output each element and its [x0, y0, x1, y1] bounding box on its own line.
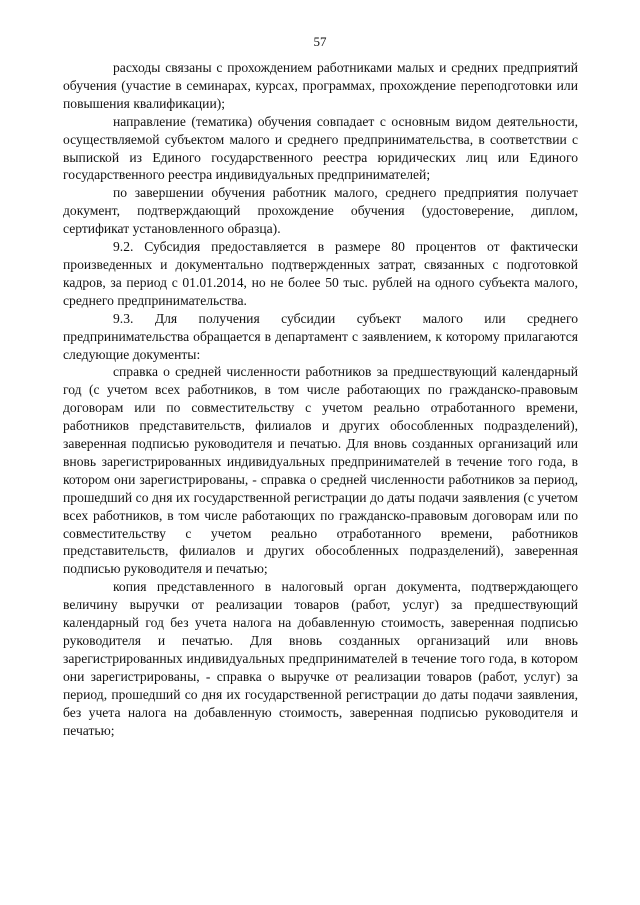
document-body [63, 59, 578, 739]
page-number: 57 [313, 34, 327, 49]
paragraph-required-documents: 9.3. Для получения субсидии субъект малого или среднего предпринимательства обращается в департамент с заявлением, к которому прилагаются следующие документы: [63, 310, 578, 362]
paragraph-training-completion: по завершении обучения работник малого, среднего предприятия получает документ, подтверждающий прохождение обучения (удостоверение, диплом, сертификат установленного образца). [63, 185, 578, 237]
paragraph-employee-count-certificate: справка о средней численности работников за предшествующий календарный год (с учетом всех работников, в том числе работающих по гражданско-правовым договорам или по совместительству с учетом реально отработанного времени, работников представительств, филиалов и других обособленных подразделений), заверенная подписью руководителя и печатью. Для вновь созданных организаций или вновь зарегистрированных индивидуальных предпринимателей в течение того года, в котором они зарегистрированы, - справка о средней численности работников за период, прошедший со дня их государственной регистрации до даты подачи заявления (с учетом всех работников, в том числе работающих по гражданско-правовым договорам или по совместительству с учетом реально отработанного времени, работников представительств, филиалов и других обособленных подразделений), заверенная подписью руководителя и печатью; [63, 364, 578, 577]
paragraph-training-direction: направление (тематика) обучения совпадает с основным видом деятельности, осуществляемой субъектом малого и среднего предпринимательства, в соответствии с выпиской из Единого государственного реестра юридических лиц или Единого государственного реестра индивидуальных предпринимателей; [63, 113, 578, 183]
paragraph-training-expenses: расходы связаны с прохождением работниками малых и средних предприятий обучения (участие в семинарах, курсах, программах, прохождение переподготовки или повышения квалификации); [63, 60, 578, 111]
paragraph-revenue-document: копия представленного в налоговый орган документа, подтверждающего величину выручки от реализации товаров (работ, услуг) за предшествующий календарный год без учета налога на добавленную стоимость, заверенная подписью руководителя и печатью. Для вновь созданных организаций или вновь зарегистрированных индивидуальных предпринимателей в течение того года, в котором они зарегистрированы, - справка о выручке от реализации товаров (работ, услуг) за период, прошедший со дня их государственной регистрации до даты подачи заявления, без учета налога на добавленную стоимость, заверенная подписью руководителя и печатью; [63, 579, 578, 738]
paragraph-subsidy-amount: 9.2. Субсидия предоставляется в размере 80 процентов от фактически произведенных и документально подтвержденных затрат, связанных с подготовкой кадров, за период с 01.01.2014, но не более 50 тыс. рублей на одного субъекта малого, среднего предпринимательства. [63, 239, 578, 308]
